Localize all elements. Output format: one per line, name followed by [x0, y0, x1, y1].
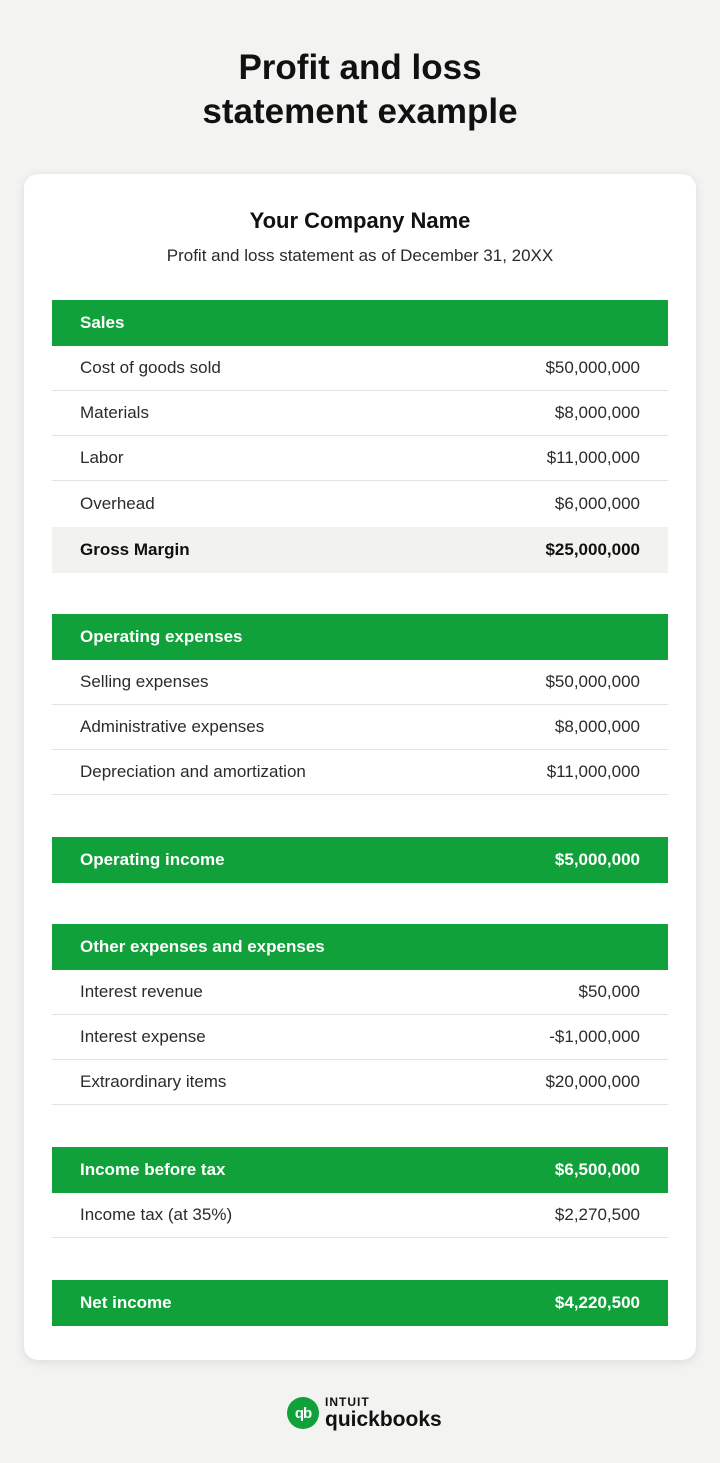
sales-header [52, 300, 668, 346]
gross-margin-row [52, 527, 668, 573]
other-expenses-header [52, 924, 668, 970]
sales-header-label: Sales [80, 313, 125, 332]
page-title [0, 46, 720, 134]
row-label: Depreciation and amortization [80, 762, 306, 781]
logo-top-text: INTUIT [325, 1395, 370, 1409]
income-before-tax-label: Income before tax [80, 1160, 226, 1179]
gross-margin-value: $25,000,000 [545, 540, 640, 559]
table-row [52, 391, 668, 436]
operating-income-row [52, 837, 668, 883]
gross-margin-label: Gross Margin [80, 540, 190, 559]
row-label: Interest revenue [80, 982, 203, 1001]
quickbooks-logo-icon [287, 1397, 319, 1429]
net-income-value: $4,220,500 [554, 1293, 640, 1312]
row-value: $50,000,000 [545, 672, 640, 691]
operating-income-label: Operating income [80, 850, 225, 869]
row-label: Income tax (at 35%) [80, 1205, 233, 1224]
table-row [52, 436, 668, 481]
logo-mark: qb [294, 1404, 312, 1422]
net-income-label: Net income [80, 1293, 172, 1312]
table-row [52, 750, 668, 795]
quickbooks-logo [287, 1393, 442, 1433]
page-title-line-2: statement example [202, 92, 518, 131]
row-value: $8,000,000 [554, 717, 640, 736]
row-label: Administrative expenses [80, 717, 265, 736]
page-title-line-1: Profit and loss [238, 48, 482, 87]
row-label: Cost of goods sold [80, 358, 221, 377]
other-expenses-header-label: Other expenses and expenses [80, 937, 325, 956]
operating-expenses-header [52, 614, 668, 660]
row-value: $2,270,500 [554, 1205, 640, 1224]
row-value: $11,000,000 [546, 762, 640, 781]
operating-income-value: $5,000,000 [554, 850, 640, 869]
statement-card [24, 174, 696, 1360]
table-row [52, 705, 668, 750]
row-value: -$1,000,000 [549, 1027, 640, 1046]
logo-bottom-text: quickbooks [325, 1408, 442, 1431]
row-value: $8,000,000 [554, 403, 640, 422]
row-label: Selling expenses [80, 672, 209, 691]
row-value: $20,000,000 [545, 1072, 640, 1091]
income-before-tax-row [52, 1147, 668, 1193]
row-label: Materials [80, 403, 149, 422]
table-row [52, 346, 668, 391]
net-income-row [52, 1280, 668, 1326]
table-row [52, 481, 668, 526]
row-label: Interest expense [80, 1027, 206, 1046]
table-row [52, 660, 668, 705]
table-row [52, 1193, 668, 1238]
table-row [52, 1015, 668, 1060]
table-row [52, 1060, 668, 1105]
statement-subtitle: Profit and loss statement as of December 31, 20XX [166, 246, 554, 265]
income-before-tax-value: $6,500,000 [554, 1160, 640, 1179]
row-value: $6,000,000 [554, 493, 640, 513]
row-label: Labor [80, 448, 124, 467]
logo-wordmark [325, 1396, 442, 1430]
company-name: Your Company Name [249, 208, 471, 233]
row-value: $11,000,000 [546, 448, 640, 467]
row-label: Overhead [80, 493, 155, 513]
operating-expenses-header-label: Operating expenses [80, 627, 243, 646]
table-row [52, 970, 668, 1015]
row-value: $50,000 [578, 982, 640, 1001]
row-label: Extraordinary items [80, 1072, 227, 1091]
row-value: $50,000,000 [545, 358, 640, 377]
